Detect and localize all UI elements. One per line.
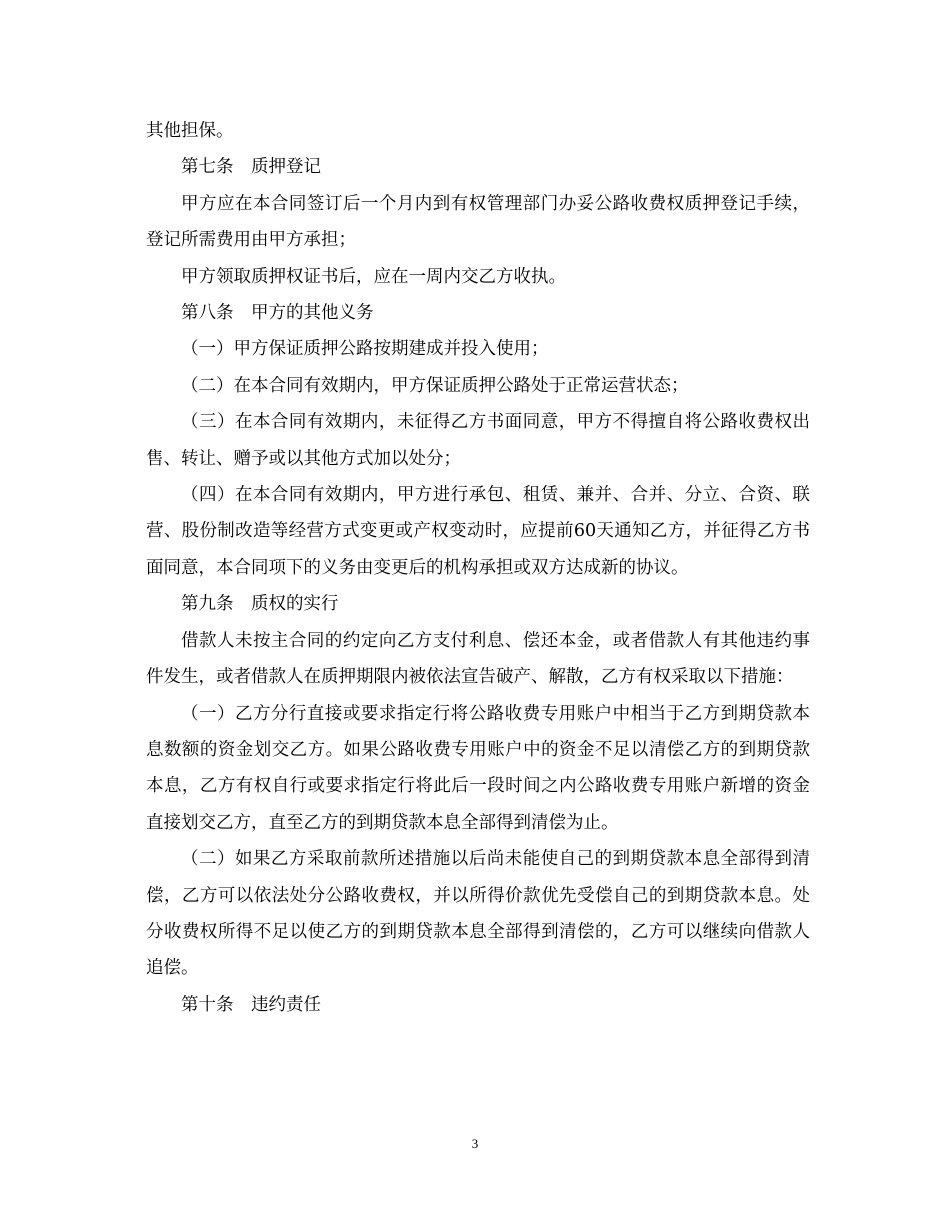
- article-number: 第九条: [181, 594, 234, 615]
- page-number: 3: [471, 1136, 479, 1151]
- article-heading-10: [146, 987, 810, 1023]
- paragraph: 甲方领取质押权证书后，应在一周内交乙方收执。: [181, 266, 566, 287]
- article-title: 违约责任: [251, 994, 321, 1015]
- article-heading-8: [146, 295, 810, 331]
- article-number: 第十条: [181, 994, 234, 1015]
- paragraph: 借款人未按主合同的约定向乙方支付利息、偿还本金，或者借款人有其他违约事件发生，或者借款人在质押期限内被依法宣告破产、解散，乙方有权采取以下措施：: [146, 630, 810, 688]
- list-item: （二）如果乙方采取前款所述措施以后尚未能使自己的到期贷款本息全部得到清偿，乙方可以依法处分公路收费权，并以所得价款优先受偿自己的到期贷款本息。处分收费权所得不足以使乙方的到期贷款本息全部得到清偿的，乙方可以继续向借款人追偿。: [146, 849, 810, 979]
- list-item: （一）甲方保证质押公路按期建成并投入使用；: [181, 339, 549, 360]
- article-title: 质押登记: [251, 157, 321, 178]
- document-body: [146, 113, 810, 1023]
- article-number: 第七条: [181, 157, 234, 178]
- article-title: 甲方的其他义务: [251, 303, 374, 324]
- list-item: （一）乙方分行直接或要求指定行将公路收费专用账户中相当于乙方到期贷款本息数额的资金划交乙方。如果公路收费专用账户中的资金不足以清偿乙方的到期贷款本息，乙方有权自行或要求指定行将此后一段时间之内公路收费专用账户新增的资金直接划交乙方，直至乙方的到期贷款本息全部得到清偿为止。: [146, 703, 810, 833]
- article-title: 质权的实行: [251, 594, 339, 615]
- list-item: （三）在本合同有效期内，未征得乙方书面同意，甲方不得擅自将公路收费权出售、转让、赠予或以其他方式加以处分；: [146, 412, 810, 469]
- article-heading-9: [146, 586, 810, 622]
- article-number: 第八条: [181, 303, 234, 324]
- list-item: （二）在本合同有效期内，甲方保证质押公路处于正常运营状态；: [181, 375, 689, 396]
- paragraph: 甲方应在本合同签订后一个月内到有权管理部门办妥公路收费权质押登记手续，登记所需费用由甲方承担；: [146, 193, 810, 251]
- list-item: （四）在本合同有效期内，甲方进行承包、租赁、兼并、合并、分立、合资、联营、股份制改造等经营方式变更或产权变动时，应提前60天通知乙方，并征得乙方书面同意，本合同项下的义务由变更后的机构承担或双方达成新的协议。: [146, 485, 810, 578]
- paragraph-continuation: 其他担保。: [146, 121, 234, 141]
- article-heading-7: [146, 149, 810, 185]
